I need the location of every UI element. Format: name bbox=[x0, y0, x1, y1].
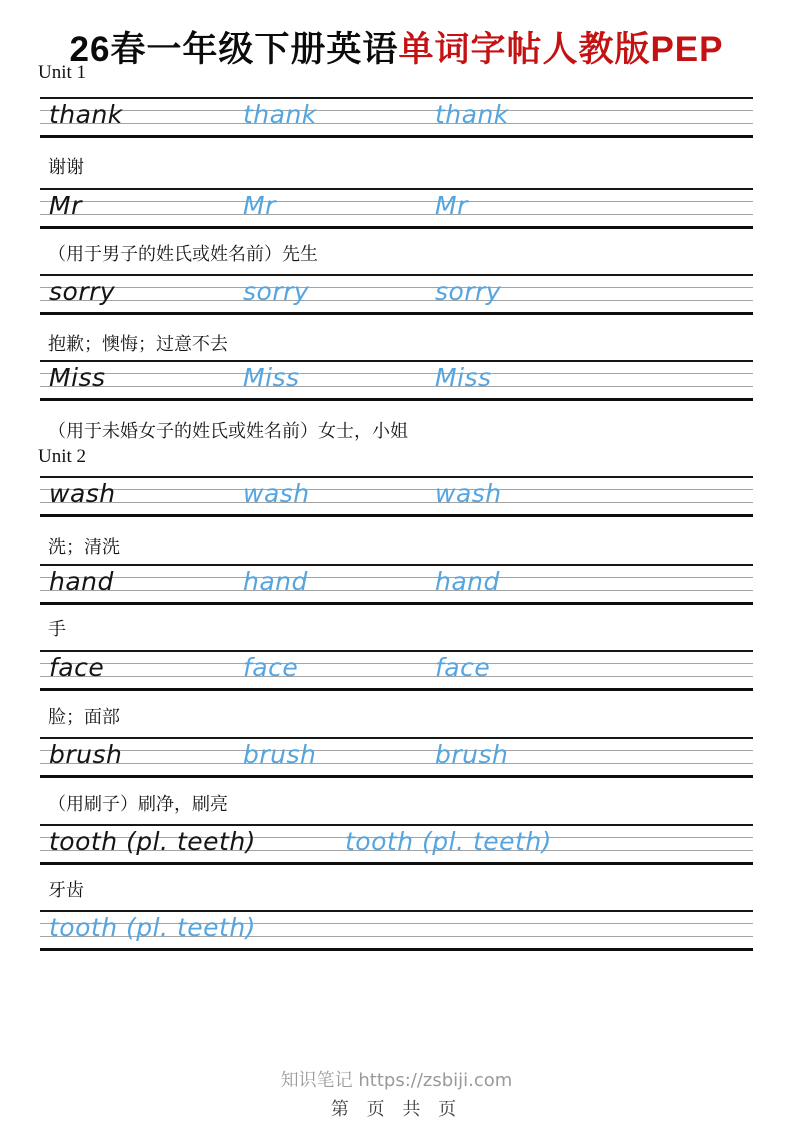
trace-word: sorry bbox=[435, 277, 502, 306]
trace-word: Mr bbox=[243, 191, 276, 220]
footer-page-number: 第 页 共 页 bbox=[330, 1099, 463, 1120]
trace-word: sorry bbox=[243, 277, 310, 306]
meaning-wash: 洗；清洗 bbox=[48, 537, 120, 558]
trace-word: wash bbox=[435, 479, 502, 508]
practice-word-black: Miss bbox=[49, 363, 106, 392]
footer-site-text: 知识笔记 https://zsbiji.com bbox=[280, 1070, 513, 1091]
practice-word-black: thank bbox=[49, 100, 123, 129]
trace-word: wash bbox=[243, 479, 310, 508]
trace-word: face bbox=[435, 653, 491, 682]
page-title bbox=[0, 22, 793, 72]
trace-word: brush bbox=[435, 740, 509, 769]
trace-word: face bbox=[243, 653, 299, 682]
meaning-sorry: 抱歉；懊悔；过意不去 bbox=[48, 334, 228, 355]
writing-guide-mr bbox=[40, 188, 753, 229]
unit-2-label: Unit 2 bbox=[38, 446, 87, 467]
trace-word: Mr bbox=[435, 191, 468, 220]
practice-word-black: hand bbox=[49, 567, 114, 596]
meaning-miss: （用于未婚女子的姓氏或姓名前）女士，小姐 bbox=[48, 421, 408, 442]
meaning-thank: 谢谢 bbox=[48, 157, 84, 178]
writing-guide-tooth bbox=[40, 824, 753, 865]
meaning-mr: （用于男子的姓氏或姓名前）先生 bbox=[48, 244, 318, 265]
page-title-red-part: 单词字帖人教版PEP bbox=[398, 30, 724, 69]
writing-guide-wash bbox=[40, 476, 753, 517]
practice-word-black: tooth (pl. teeth) bbox=[49, 827, 256, 856]
writing-guide-hand bbox=[40, 564, 753, 605]
writing-guide-face bbox=[40, 650, 753, 691]
trace-word: hand bbox=[243, 567, 308, 596]
meaning-hand: 手 bbox=[48, 619, 66, 640]
practice-word-black: brush bbox=[49, 740, 123, 769]
trace-word: thank bbox=[243, 100, 317, 129]
trace-word: hand bbox=[435, 567, 500, 596]
writing-guide-tooth-trace bbox=[40, 910, 753, 951]
meaning-face: 脸；面部 bbox=[48, 707, 120, 728]
practice-word-black: wash bbox=[49, 479, 116, 508]
writing-guide-brush bbox=[40, 737, 753, 778]
meaning-brush: （用刷子）刷净，刷亮 bbox=[48, 794, 228, 815]
trace-word: brush bbox=[243, 740, 317, 769]
trace-word: Miss bbox=[435, 363, 492, 392]
trace-word: Miss bbox=[243, 363, 300, 392]
trace-word: tooth (pl. teeth) bbox=[49, 913, 256, 942]
practice-word-black: Mr bbox=[49, 191, 82, 220]
trace-word: tooth (pl. teeth) bbox=[345, 827, 552, 856]
writing-guide-sorry bbox=[40, 274, 753, 315]
page-title-black-part: 26春一年级下册英语 bbox=[69, 30, 399, 69]
unit-1-label: Unit 1 bbox=[38, 62, 87, 83]
writing-guide-miss bbox=[40, 360, 753, 401]
meaning-tooth: 牙齿 bbox=[48, 880, 84, 901]
practice-word-black: face bbox=[49, 653, 105, 682]
trace-word: thank bbox=[435, 100, 509, 129]
writing-guide-thank bbox=[40, 97, 753, 138]
practice-word-black: sorry bbox=[49, 277, 116, 306]
